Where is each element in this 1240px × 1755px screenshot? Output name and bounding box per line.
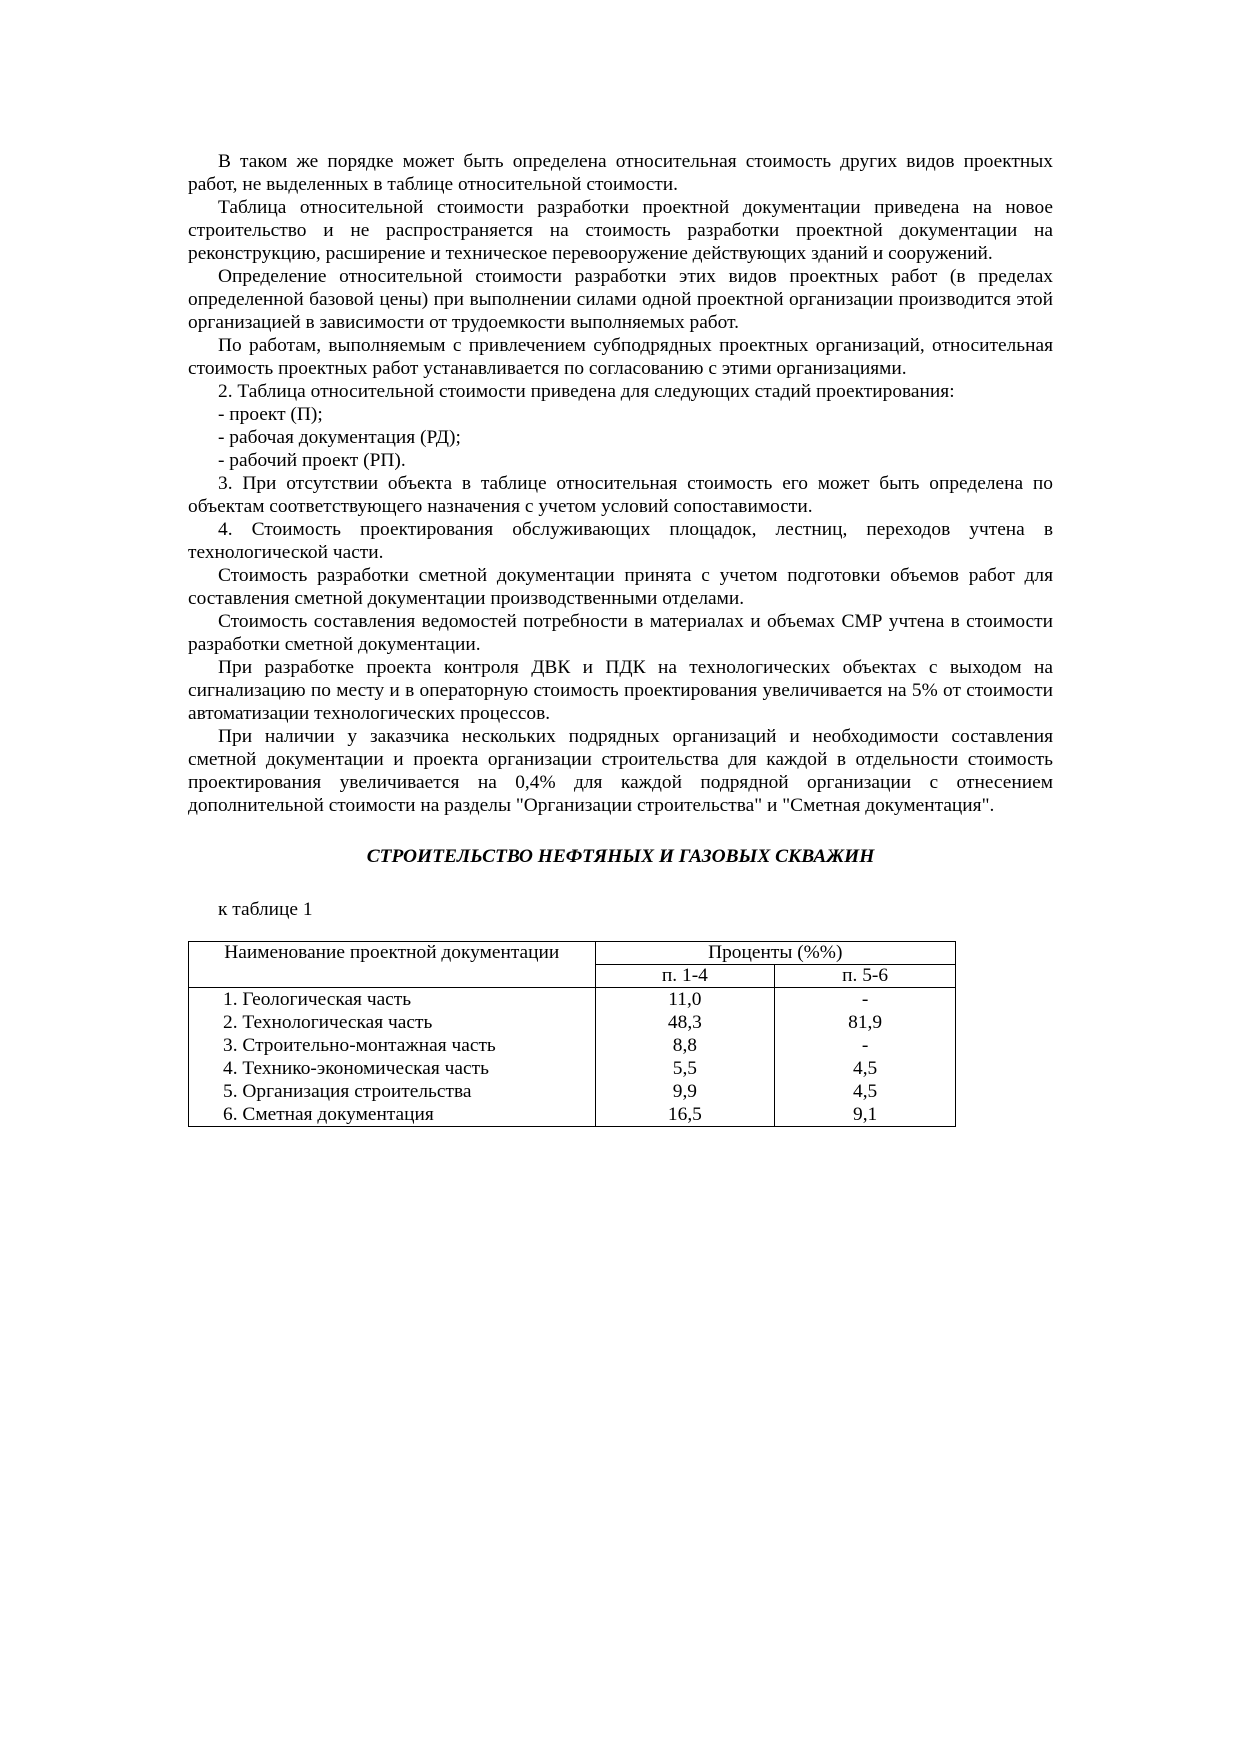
table-row <box>189 1011 956 1034</box>
row-p56: 9,1 <box>775 1103 956 1127</box>
paragraph: 3. При отсутствии объекта в таблице относительная стоимость его может быть определена по объектам соответствующего назначения с учетом условий сопоставимости. <box>188 473 1053 517</box>
row-p56: 81,9 <box>775 1011 956 1034</box>
table-row <box>189 988 956 1012</box>
paragraph: Стоимость разработки сметной документации принята с учетом подготовки объемов работ для составления сметной документации производственными отделами. <box>188 565 1053 609</box>
row-name: 3. Строительно-монтажная часть <box>189 1034 596 1057</box>
row-p14: 16,5 <box>595 1103 775 1127</box>
row-p56: 4,5 <box>775 1057 956 1080</box>
document-page <box>188 150 1053 1127</box>
paragraph: Таблица относительной стоимости разработки проектной документации приведена на новое строительство и не распространяется на стоимость разработки проектной документации на реконструкцию, расширение и техническое перевооружение действующих зданий и сооружений. <box>188 197 1053 264</box>
paragraph: Стоимость составления ведомостей потребности в материалах и объемах СМР учтена в стоимости разработки сметной документации. <box>188 611 1053 655</box>
header-percent: Проценты (%%) <box>595 942 955 965</box>
row-p14: 9,9 <box>595 1080 775 1103</box>
row-p56: 4,5 <box>775 1080 956 1103</box>
percent-table <box>188 941 956 1127</box>
subheader-p56: п. 5-6 <box>775 965 956 988</box>
table-row <box>189 1103 956 1127</box>
header-name: Наименование проектной документации <box>189 942 596 988</box>
paragraph: По работам, выполняемым с привлечением субподрядных проектных организаций, относительная стоимость проектных работ устанавливается по согласованию с этими организациями. <box>188 335 1053 379</box>
paragraph: 2. Таблица относительной стоимости приведена для следующих стадий проектирования: <box>218 381 955 402</box>
row-p14: 5,5 <box>595 1057 775 1080</box>
subheader-p14: п. 1-4 <box>595 965 775 988</box>
paragraph: При разработке проекта контроля ДВК и ПДК на технологических объектах с выходом на сигнализацию по месту и в операторную стоимость проектирования увеличивается на 5% от стоимости автоматизации технологических процессов. <box>188 657 1053 724</box>
row-name: 5. Организация строительства <box>189 1080 596 1103</box>
row-name: 2. Технологическая часть <box>189 1011 596 1034</box>
paragraph: 4. Стоимость проектирования обслуживающих площадок, лестниц, переходов учтена в технологической части. <box>188 519 1053 563</box>
row-p14: 48,3 <box>595 1011 775 1034</box>
table-header-row <box>189 942 956 965</box>
row-name: 4. Технико-экономическая часть <box>189 1057 596 1080</box>
table-row <box>189 1057 956 1080</box>
section-heading: СТРОИТЕЛЬСТВО НЕФТЯНЫХ И ГАЗОВЫХ СКВАЖИН <box>366 846 875 867</box>
paragraph: Определение относительной стоимости разработки этих видов проектных работ (в пределах определенной базовой цены) при выполнении силами одной проектной организации производится этой организацией в зависимости от трудоемкости выполняемых работ. <box>188 266 1053 333</box>
row-p56: - <box>775 988 956 1012</box>
table-row <box>189 1080 956 1103</box>
stage-list-item: - проект (П); <box>218 404 323 425</box>
row-name: 6. Сметная документация <box>189 1103 596 1127</box>
stage-list-item: - рабочая документация (РД); <box>218 427 461 448</box>
paragraph: При наличии у заказчика нескольких подрядных организаций и необходимости составления сметной документации и проекта организации строительства для каждой в отдельности стоимость проектирования увеличивается на 0,4% для каждой подрядной организации с отнесением дополнительной стоимости на разделы "Организации строительства" и "Сметная документация". <box>188 726 1053 816</box>
row-p14: 8,8 <box>595 1034 775 1057</box>
row-name: 1. Геологическая часть <box>189 988 596 1012</box>
stage-list-item: - рабочий проект (РП). <box>218 450 406 471</box>
row-p56: - <box>775 1034 956 1057</box>
row-p14: 11,0 <box>595 988 775 1012</box>
paragraph: В таком же порядке может быть определена относительная стоимость других видов проектных работ, не выделенных в таблице относительной стоимости. <box>188 151 1053 195</box>
table-row <box>189 1034 956 1057</box>
table-caption: к таблице 1 <box>218 899 313 920</box>
